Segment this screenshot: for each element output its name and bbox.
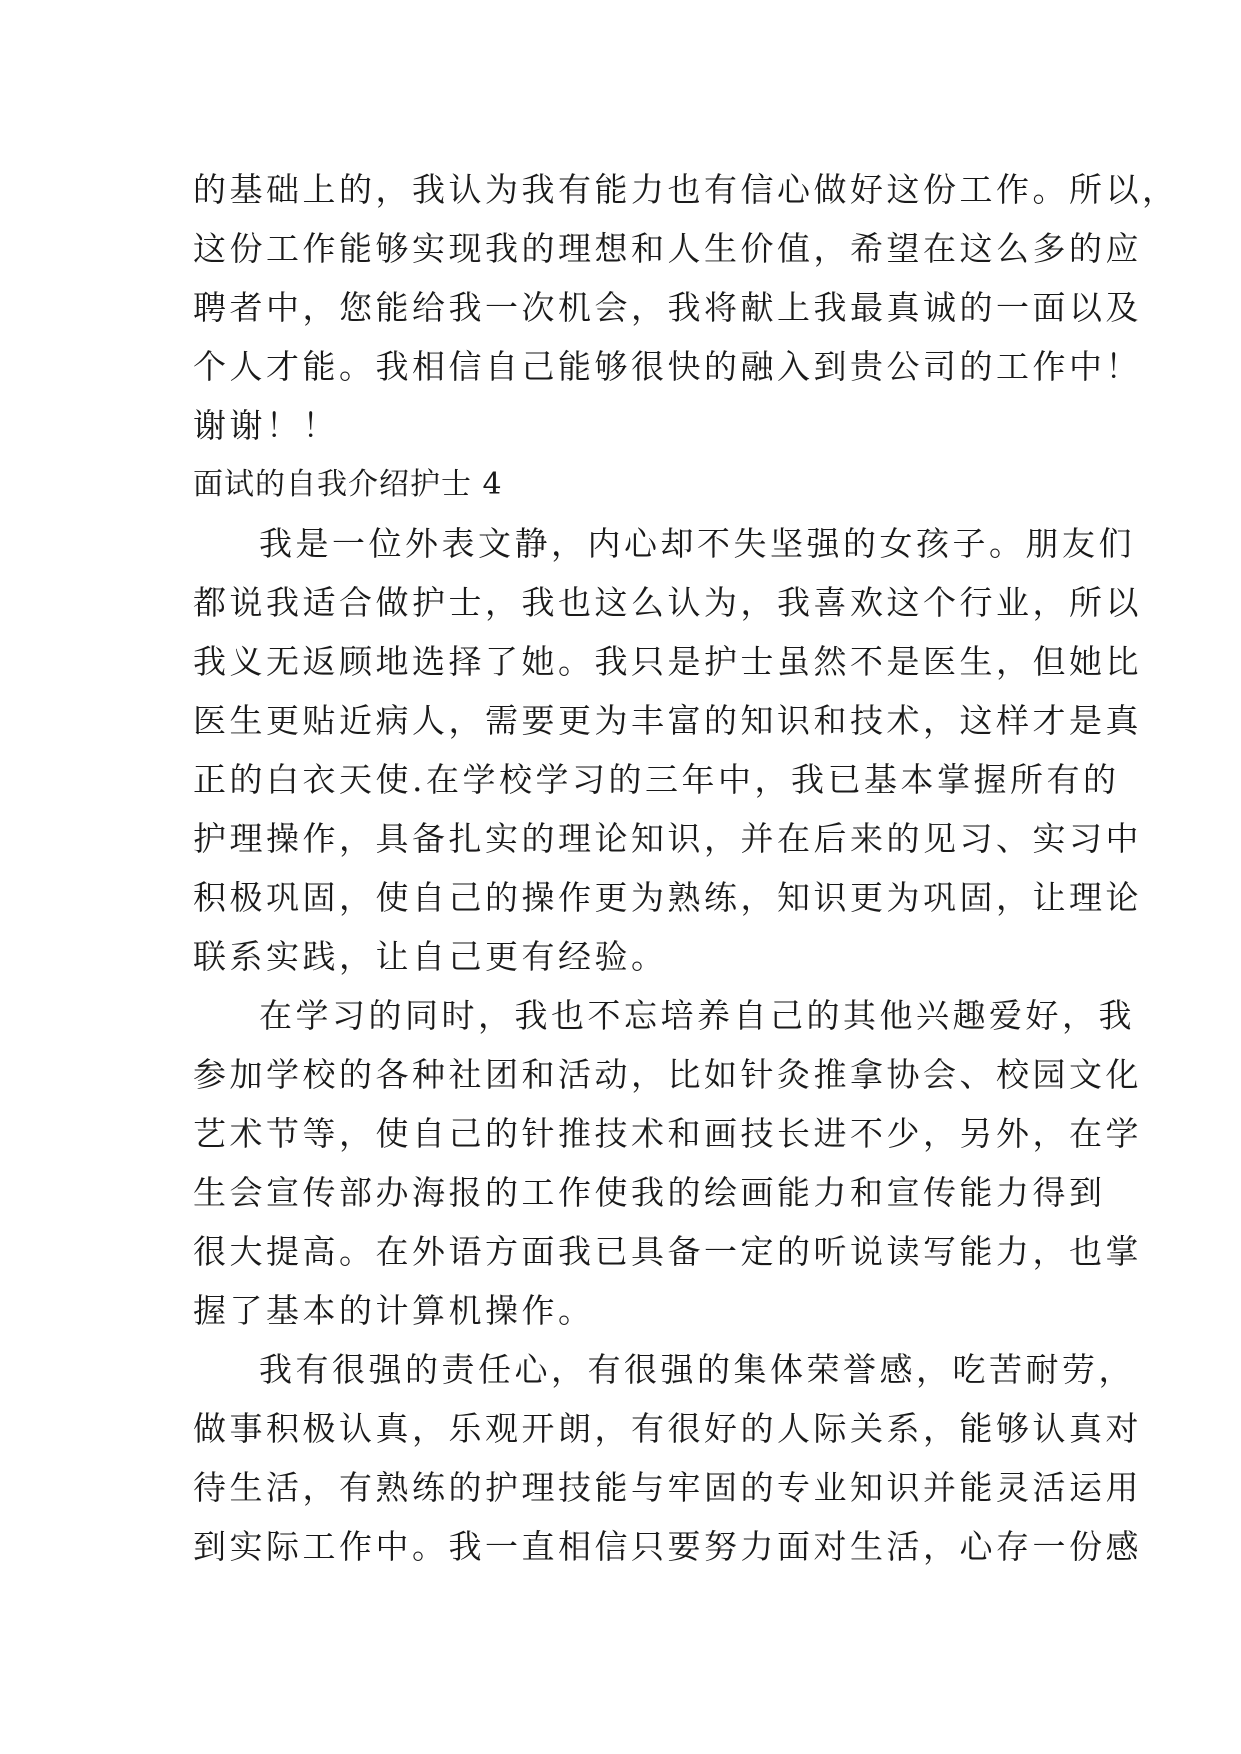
text-line: 我义无返顾地选择了她。我只是护士虽然不是医生，但她比 xyxy=(193,642,1142,681)
text-line: 参加学校的各种社团和活动，比如针灸推拿协会、校园文化 xyxy=(193,1055,1142,1094)
text-line: 这份工作能够实现我的理想和人生价值，希望在这么多的应 xyxy=(193,229,1142,268)
text-line: 个人才能。我相信自己能够很快的融入到贵公司的工作中！ xyxy=(193,347,1142,386)
paragraph-1 xyxy=(193,514,1142,986)
text-line: 联系实践，让自己更有经验。 xyxy=(193,937,668,976)
text-line: 都说我适合做护士，我也这么认为，我喜欢这个行业，所以 xyxy=(193,583,1142,622)
text-line: 聘者中，您能给我一次机会，我将献上我最真诚的一面以及 xyxy=(193,288,1142,327)
text-line: 做事积极认真，乐观开朗，有很好的人际关系，能够认真对 xyxy=(193,1409,1142,1448)
text-line: 生会宣传部办海报的工作使我的绘画能力和宣传能力得到 xyxy=(193,1173,1106,1212)
text-line: 待生活，有熟练的护理技能与牢固的专业知识并能灵活运用 xyxy=(193,1468,1142,1507)
text-line: 握了基本的计算机操作。 xyxy=(193,1291,595,1330)
paragraph-3 xyxy=(193,1340,1142,1576)
text-line: 谢谢！！ xyxy=(193,406,339,445)
document-body xyxy=(193,160,1179,1576)
text-line: 护理操作，具备扎实的理论知识，并在后来的见习、实习中 xyxy=(193,819,1142,858)
text-line: 很大提高。在外语方面我已具备一定的听说读写能力，也掌 xyxy=(193,1232,1142,1271)
text-line: 我是一位外表文静，内心却不失坚强的女孩子。朋友们 xyxy=(259,524,1135,563)
text-line: 正的白衣天使.在学校学习的三年中，我已基本掌握所有的 xyxy=(193,760,1120,799)
text-line: 在学习的同时，我也不忘培养自己的其他兴趣爱好，我 xyxy=(259,996,1135,1035)
text-line: 的基础上的，我认为我有能力也有信心做好这份工作。所以， xyxy=(193,170,1179,209)
text-line: 医生更贴近病人，需要更为丰富的知识和技术，这样才是真 xyxy=(193,701,1142,740)
text-line: 到实际工作中。我一直相信只要努力面对生活，心存一份感 xyxy=(193,1527,1142,1566)
paragraph-2 xyxy=(193,986,1142,1340)
text-line: 我有很强的责任心，有很强的集体荣誉感，吃苦耐劳， xyxy=(259,1350,1135,1389)
text-line: 积极巩固，使自己的操作更为熟练，知识更为巩固，让理论 xyxy=(193,878,1142,917)
intro-paragraph xyxy=(193,160,1179,455)
text-line: 艺术节等，使自己的针推技术和画技长进不少，另外，在学 xyxy=(193,1114,1142,1153)
section-title: 面试的自我介绍护士 4 xyxy=(193,467,503,502)
